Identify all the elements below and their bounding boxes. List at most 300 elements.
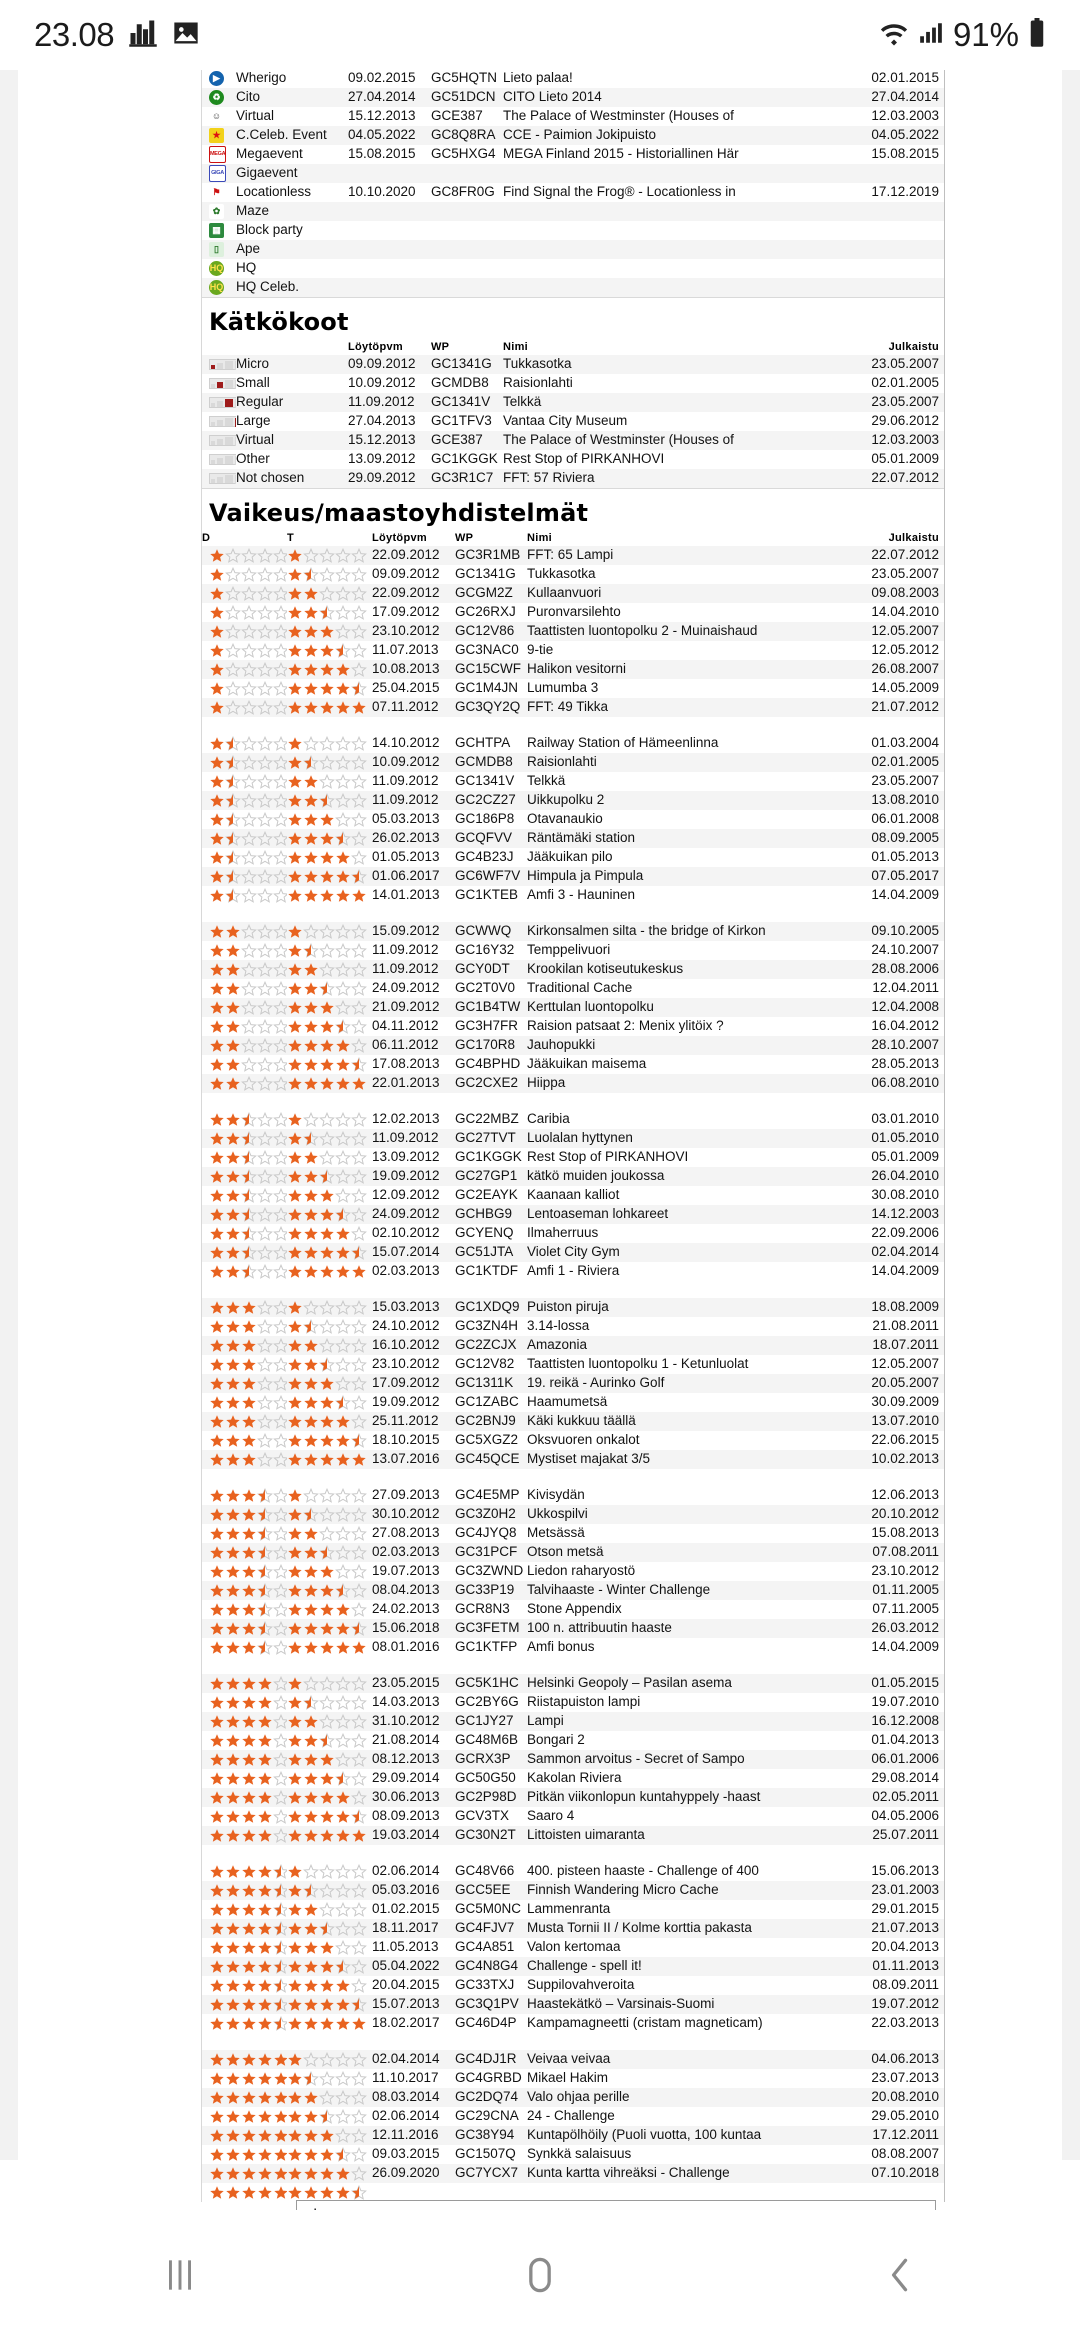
published-date: 07.10.2018	[850, 2164, 944, 2183]
terrain-cell	[287, 829, 372, 848]
found-date: 22.09.2012	[372, 584, 455, 603]
published-date: 12.05.2007	[850, 622, 944, 641]
star	[351, 1997, 367, 2012]
star	[287, 1338, 303, 1353]
star	[303, 1319, 319, 1334]
star	[303, 700, 319, 715]
star	[257, 924, 273, 939]
star	[319, 943, 335, 958]
star	[319, 1076, 335, 1091]
star	[273, 1790, 287, 1805]
found-date: 15.03.2013	[372, 1298, 455, 1317]
star	[303, 1621, 319, 1636]
star	[273, 1226, 287, 1241]
difficulty-stars	[209, 1602, 287, 1617]
star	[225, 2090, 241, 2105]
star	[319, 1057, 335, 1072]
cache-name: Haastekätkö – Varsinais-Suomi	[527, 1995, 850, 2014]
cache-name: Amfi 3 - Hauninen	[527, 886, 850, 905]
found-date: 13.09.2012	[348, 450, 431, 469]
found-date: 02.06.2014	[372, 1862, 455, 1881]
star	[351, 1790, 367, 1805]
star	[209, 700, 225, 715]
terrain-stars	[287, 1640, 367, 1655]
star	[257, 1264, 273, 1279]
star	[351, 1828, 367, 1843]
published-date: 04.06.2013	[850, 2050, 944, 2069]
star	[273, 1057, 287, 1072]
difficulty-cell	[202, 1750, 287, 1769]
terrain-cell	[287, 2069, 372, 2088]
star	[303, 624, 319, 639]
star	[241, 2052, 257, 2067]
cache-sizes-heading: Kätkökoot	[209, 308, 349, 336]
star	[351, 1038, 367, 1053]
terrain-stars	[287, 1921, 367, 1936]
star	[257, 643, 273, 658]
terrain-stars	[287, 1507, 367, 1522]
battery-icon	[1028, 18, 1046, 53]
terrain-stars	[287, 1526, 367, 1541]
star	[287, 1583, 303, 1598]
star	[209, 812, 225, 827]
star	[351, 2016, 367, 2031]
published-date: 23.05.2007	[850, 565, 944, 584]
star	[319, 643, 335, 658]
star	[303, 2185, 319, 2200]
star	[287, 1921, 303, 1936]
star	[351, 624, 367, 639]
star	[225, 681, 241, 696]
star	[287, 1940, 303, 1955]
star	[241, 1338, 257, 1353]
table-row	[202, 240, 944, 259]
waypoint-code: GCYENQ	[455, 1224, 527, 1243]
star	[209, 869, 225, 884]
star	[303, 2016, 319, 2031]
back-button[interactable]	[820, 2230, 980, 2320]
star	[335, 1150, 351, 1165]
star	[225, 2016, 241, 2031]
cache-name: Rest Stop of PIRKANHOVI	[527, 1148, 850, 1167]
difficulty-cell	[202, 867, 287, 886]
cache-name: Saaro 4	[527, 1807, 850, 1826]
found-date: 18.10.2015	[372, 1431, 455, 1450]
star	[209, 1357, 225, 1372]
star	[241, 1790, 257, 1805]
star	[273, 1676, 287, 1691]
star	[319, 624, 335, 639]
star	[241, 1376, 257, 1391]
terrain-cell	[287, 848, 372, 867]
published-date: 28.08.2006	[850, 960, 944, 979]
star	[241, 2185, 257, 2200]
waypoint-code: GC2ZCJX	[455, 1336, 527, 1355]
waypoint-code: GC5K1HC	[455, 1674, 527, 1693]
stats-content	[201, 70, 945, 2202]
terrain-cell	[287, 1957, 372, 1976]
star	[303, 1188, 319, 1203]
star	[273, 1902, 287, 1917]
star	[257, 1864, 273, 1879]
star	[225, 888, 241, 903]
star	[241, 1452, 257, 1467]
star	[319, 981, 335, 996]
published-date: 16.12.2008	[850, 1712, 944, 1731]
star	[225, 1828, 241, 1843]
difficulty-cell	[202, 2088, 287, 2107]
cache-type-label: Maze	[236, 202, 348, 221]
star	[257, 981, 273, 996]
terrain-cell	[287, 1393, 372, 1412]
terrain-cell	[287, 1826, 372, 1845]
star	[225, 1790, 241, 1805]
star	[257, 1076, 273, 1091]
star	[335, 1319, 351, 1334]
star	[287, 700, 303, 715]
star	[273, 1752, 287, 1767]
published-date: 28.05.2013	[850, 1055, 944, 1074]
star	[335, 1188, 351, 1203]
difficulty-cell	[202, 546, 287, 565]
terrain-stars	[287, 624, 367, 639]
star	[319, 755, 335, 770]
found-date: 01.05.2013	[372, 848, 455, 867]
table-row	[202, 412, 944, 431]
published-date: 09.10.2005	[850, 922, 944, 941]
difficulty-cell	[202, 622, 287, 641]
waypoint-code	[431, 240, 503, 259]
star	[209, 1583, 225, 1598]
star	[273, 1695, 287, 1710]
star	[319, 548, 335, 563]
star	[273, 1433, 287, 1448]
section-divider-1	[202, 297, 944, 298]
star	[335, 924, 351, 939]
star	[319, 681, 335, 696]
waypoint-code: GC2DQ74	[455, 2088, 527, 2107]
table-row	[202, 1262, 944, 1281]
star	[319, 1771, 335, 1786]
android-nav-bar[interactable]	[0, 2210, 1080, 2340]
cache-name: Liedon raharyostö	[527, 1562, 850, 1581]
star	[225, 1245, 241, 1260]
cache-size-indicator	[209, 397, 236, 408]
star	[303, 774, 319, 789]
star	[241, 548, 257, 563]
star	[225, 1300, 241, 1315]
star	[241, 1883, 257, 1898]
waypoint-code: GC15CWF	[455, 660, 527, 679]
terrain-stars	[287, 2147, 367, 2162]
difficulty-cell	[202, 922, 287, 941]
star	[209, 1000, 225, 1015]
waypoint-code: GC45QCE	[455, 1450, 527, 1469]
difficulty-stars	[209, 774, 287, 789]
star	[273, 2166, 287, 2181]
star	[225, 1526, 241, 1541]
cache-name: Tukkasotka	[527, 565, 850, 584]
star	[225, 1150, 241, 1165]
star	[257, 1902, 273, 1917]
cache-name: Haamumetsä	[527, 1393, 850, 1412]
star	[241, 605, 257, 620]
table-row	[202, 565, 944, 584]
difficulty-stars	[209, 2071, 287, 2086]
recents-button[interactable]	[100, 2230, 260, 2320]
table-row	[202, 1017, 944, 1036]
star	[225, 1000, 241, 1015]
star	[209, 1019, 225, 1034]
star	[225, 1640, 241, 1655]
cache-name: Challenge - spell it!	[527, 1957, 850, 1976]
star	[287, 1602, 303, 1617]
found-date: 24.02.2013	[372, 1600, 455, 1619]
star	[335, 1169, 351, 1184]
difficulty-stars	[209, 736, 287, 751]
difficulty-cell	[202, 1205, 287, 1224]
published-date: 23.07.2013	[850, 2069, 944, 2088]
star	[257, 943, 273, 958]
found-date: 13.09.2012	[372, 1148, 455, 1167]
star	[273, 1940, 287, 1955]
star	[225, 700, 241, 715]
found-date: 19.03.2014	[372, 1826, 455, 1845]
difficulty-stars	[209, 812, 287, 827]
terrain-cell	[287, 679, 372, 698]
star	[351, 567, 367, 582]
difficulty-cell	[202, 1036, 287, 1055]
waypoint-code: GC1TFV3	[431, 412, 503, 431]
star	[287, 1771, 303, 1786]
difficulty-stars	[209, 1376, 287, 1391]
star	[287, 1564, 303, 1579]
star	[241, 1357, 257, 1372]
cache-name: Kunta kartta vihreäksi - Challenge	[527, 2164, 850, 2183]
star	[319, 1902, 335, 1917]
terrain-stars	[287, 2090, 367, 2105]
star	[335, 962, 351, 977]
published-date: 22.06.2015	[850, 1431, 944, 1450]
terrain-cell	[287, 1186, 372, 1205]
cache-size-label: Regular	[236, 393, 348, 412]
star	[287, 1433, 303, 1448]
star	[257, 962, 273, 977]
star	[225, 1733, 241, 1748]
star	[287, 1226, 303, 1241]
table-row	[202, 2050, 944, 2069]
found-date: 11.09.2012	[372, 791, 455, 810]
difficulty-cell	[202, 1674, 287, 1693]
difficulty-cell	[202, 2183, 287, 2202]
table-row	[202, 1900, 944, 1919]
star	[241, 1169, 257, 1184]
cache-name: MEGA Finland 2015 - Historiallinen Här	[503, 145, 850, 164]
star	[303, 736, 319, 751]
found-date: 05.04.2022	[372, 1957, 455, 1976]
col-published: Julkaistu	[850, 529, 944, 546]
cache-name: Helsinki Geopoly – Pasilan asema	[527, 1674, 850, 1693]
waypoint-code: GC3Z0H2	[455, 1505, 527, 1524]
star	[335, 2166, 351, 2181]
terrain-stars	[287, 643, 367, 658]
star	[335, 1076, 351, 1091]
star	[287, 981, 303, 996]
cache-name: Otson metsä	[527, 1543, 850, 1562]
star	[225, 567, 241, 582]
page-gutter-left	[0, 70, 18, 2160]
waypoint-code: GCV3TX	[455, 1807, 527, 1826]
star	[209, 643, 225, 658]
star	[303, 1790, 319, 1805]
star	[225, 981, 241, 996]
found-date: 27.09.2013	[372, 1486, 455, 1505]
found-date: 05.03.2016	[372, 1881, 455, 1900]
star	[273, 812, 287, 827]
found-date	[348, 240, 431, 259]
terrain-stars	[287, 2185, 367, 2200]
star	[241, 1414, 257, 1429]
star	[303, 1057, 319, 1072]
published-date: 26.04.2010	[850, 1167, 944, 1186]
star	[241, 2109, 257, 2124]
cache-name: Tukkasotka	[503, 355, 850, 374]
found-date: 17.08.2013	[372, 1055, 455, 1074]
star	[209, 1902, 225, 1917]
found-date: 16.10.2012	[372, 1336, 455, 1355]
difficulty-stars	[209, 2016, 287, 2031]
star	[303, 1300, 319, 1315]
star	[351, 2147, 367, 2162]
star	[335, 1376, 351, 1391]
wifi-icon	[879, 18, 909, 53]
table-row	[202, 810, 944, 829]
star	[273, 831, 287, 846]
published-date	[850, 202, 944, 221]
star	[351, 2166, 367, 2181]
star	[319, 2071, 335, 2086]
cache-name: Amfi bonus	[527, 1638, 850, 1657]
star	[209, 1488, 225, 1503]
star	[257, 1000, 273, 1015]
star	[287, 831, 303, 846]
star	[303, 1000, 319, 1015]
table-row	[202, 70, 944, 88]
star	[303, 1940, 319, 1955]
star	[257, 1226, 273, 1241]
difficulty-cell	[202, 1807, 287, 1826]
star	[319, 2147, 335, 2162]
terrain-cell	[287, 2145, 372, 2164]
difficulty-terrain-header	[202, 529, 944, 546]
star	[351, 1395, 367, 1410]
terrain-stars	[287, 1452, 367, 1467]
star	[351, 962, 367, 977]
cache-name: Taattisten luontopolku 2 - Muinaishaud	[527, 622, 850, 641]
star	[319, 1000, 335, 1015]
found-date: 18.11.2017	[372, 1919, 455, 1938]
star	[287, 1488, 303, 1503]
star	[335, 1245, 351, 1260]
cache-name: Mystiset majakat 3/5	[527, 1450, 850, 1469]
browser-viewport[interactable]	[0, 70, 1080, 2230]
star	[241, 1319, 257, 1334]
star	[351, 1902, 367, 1917]
star	[225, 1319, 241, 1334]
star	[257, 662, 273, 677]
star	[319, 1959, 335, 1974]
star	[335, 700, 351, 715]
home-button[interactable]	[460, 2230, 620, 2320]
published-date: 02.01.2005	[850, 753, 944, 772]
star	[209, 1828, 225, 1843]
table-row	[202, 1693, 944, 1712]
star	[335, 1790, 351, 1805]
waypoint-code: GC12V82	[455, 1355, 527, 1374]
star	[209, 1264, 225, 1279]
cache-name: Riistapuiston lampi	[527, 1693, 850, 1712]
cache-name: Rest Stop of PIRKANHOVI	[503, 450, 850, 469]
star	[241, 1621, 257, 1636]
difficulty-cell	[202, 1336, 287, 1355]
star	[303, 924, 319, 939]
star	[241, 2128, 257, 2143]
star	[287, 681, 303, 696]
star	[241, 1733, 257, 1748]
group-spacer	[202, 1657, 944, 1674]
star	[241, 869, 257, 884]
difficulty-stars	[209, 1507, 287, 1522]
cache-size-cell	[202, 412, 236, 431]
found-date: 02.03.2013	[372, 1262, 455, 1281]
found-date: 30.06.2013	[372, 1788, 455, 1807]
table-row	[202, 1450, 944, 1469]
waypoint-code: GC2BY6G	[455, 1693, 527, 1712]
difficulty-stars	[209, 1414, 287, 1429]
star	[225, 1883, 241, 1898]
terrain-stars	[287, 586, 367, 601]
star	[287, 1695, 303, 1710]
published-date: 01.04.2013	[850, 1731, 944, 1750]
star	[335, 548, 351, 563]
cache-name: Luolalan hyttynen	[527, 1129, 850, 1148]
difficulty-cell	[202, 1562, 287, 1581]
star	[351, 1488, 367, 1503]
table-row	[202, 1524, 944, 1543]
star	[287, 1150, 303, 1165]
star	[225, 605, 241, 620]
terrain-cell	[287, 1807, 372, 1826]
difficulty-cell	[202, 1769, 287, 1788]
difficulty-stars	[209, 1583, 287, 1598]
difficulty-cell	[202, 1355, 287, 1374]
star	[335, 1131, 351, 1146]
cache-name: Uikkupolku 2	[527, 791, 850, 810]
cache-name: CITO Lieto 2014	[503, 88, 850, 107]
waypoint-code: GCHTPA	[455, 734, 527, 753]
terrain-stars	[287, 1245, 367, 1260]
terrain-stars	[287, 736, 367, 751]
star	[257, 1583, 273, 1598]
terrain-cell	[287, 1074, 372, 1093]
waypoint-code: GC12V86	[455, 622, 527, 641]
star	[287, 1959, 303, 1974]
terrain-stars	[287, 700, 367, 715]
star	[209, 924, 225, 939]
star	[257, 1150, 273, 1165]
found-date	[348, 259, 431, 278]
waypoint-code: GC1XDQ9	[455, 1298, 527, 1317]
